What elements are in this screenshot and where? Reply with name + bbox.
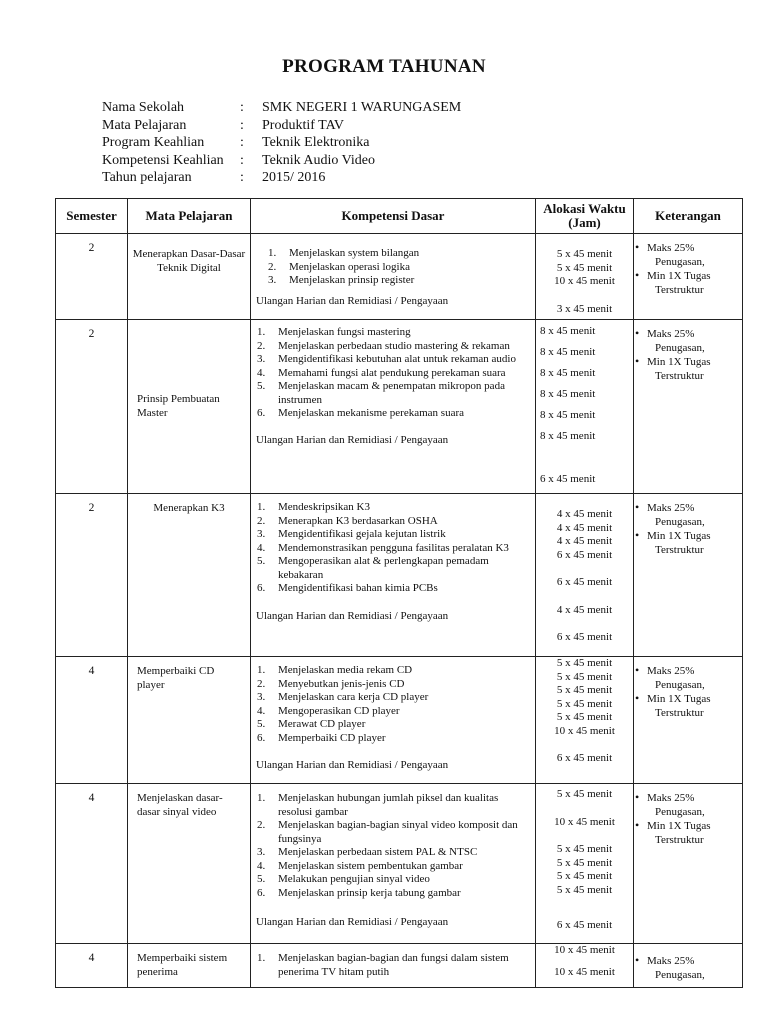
kd-cell xyxy=(251,234,536,320)
kd-text: Menjelaskan prinsip kerja tabung gambar xyxy=(278,886,461,899)
alokasi-value: 6 x 45 menit xyxy=(556,548,613,561)
info-value: Teknik Audio Video xyxy=(262,152,376,168)
list-item: 2. Menjelaskan perbedaan studio mastering & rekaman xyxy=(257,339,510,352)
list-item: 5. Mengoperasikan alat & perlengkapan pemadam kebakaran xyxy=(257,555,489,581)
semester-cell: 4 xyxy=(56,657,128,784)
alokasi-value: 10 x 45 menit xyxy=(554,275,615,287)
list-item: • Min 1X Tugas Terstruktur xyxy=(634,819,742,847)
alokasi-cell xyxy=(536,234,634,320)
alokasi-value: 5 x 45 menit xyxy=(556,684,613,696)
list-item: • Maks 25% Penugasan, xyxy=(634,327,742,355)
info-label: Tahun pelajaran xyxy=(102,170,192,185)
alokasi-cell xyxy=(536,657,634,784)
alokasi-value: 8 x 45 menit xyxy=(540,367,596,379)
alokasi-value: 5 x 45 menit xyxy=(556,883,613,896)
alokasi-value: 4 x 45 menit xyxy=(556,521,613,534)
keterangan-text: Min 1X Tugas xyxy=(647,530,711,542)
keterangan-text: Maks 25% xyxy=(647,328,695,340)
mapel-cell: Prinsip Pembuatan Master xyxy=(128,320,251,494)
list-item: 6. Mengidentifikasi bahan kimia PCBs xyxy=(257,582,438,594)
kd-text: Menjelaskan sistem pembentukan gambar xyxy=(278,859,463,872)
info-label: Program Keahlian xyxy=(102,135,205,150)
ulangan-label: Ulangan Harian dan Remidiasi / Pengayaan xyxy=(256,294,449,307)
ulangan-label: Ulangan Harian dan Remidiasi / Pengayaan xyxy=(256,759,449,771)
list-item: 4. Mendemonstrasikan pengguna fasilitas peralatan K3 xyxy=(257,541,509,554)
keterangan-text: Maks 25% xyxy=(647,792,695,804)
list-item: 5. Menjelaskan macam & penempatan mikropon pada instrumen xyxy=(257,380,505,406)
list-item: 3. Menjelaskan perbedaan sistem PAL & NTSC xyxy=(257,846,478,858)
table-row xyxy=(56,234,743,320)
keterangan-cell xyxy=(634,784,743,944)
table-row xyxy=(56,657,743,784)
semester-cell: 4 xyxy=(56,784,128,944)
kd-text: Mengoperasikan alat & perlengkapan pemadam kebakaran xyxy=(278,555,489,581)
alokasi-value: 5 x 45 menit xyxy=(556,261,613,274)
alokasi-value: 6 x 45 menit xyxy=(540,473,596,485)
info-label: Mata Pelajaran xyxy=(102,117,187,133)
info-colon: : xyxy=(240,117,244,133)
kd-cell xyxy=(251,657,536,784)
keterangan-text: Min 1X Tugas xyxy=(647,356,711,368)
alokasi-value: 6 x 45 menit xyxy=(556,576,613,588)
alokasi-value: 5 x 45 menit xyxy=(556,670,613,683)
keterangan-text: Maks 25% xyxy=(647,242,695,254)
keterangan-cell xyxy=(634,320,743,494)
keterangan-text: Terstruktur xyxy=(655,707,704,719)
kd-text: Menjelaskan macam & penempatan mikropon pada instrumen xyxy=(278,380,505,406)
alokasi-value: 4 x 45 menit xyxy=(556,603,613,616)
kd-text: Menjelaskan operasi logika xyxy=(289,260,410,273)
keterangan-text: Penugasan, xyxy=(655,256,705,268)
list-item: • Min 1X Tugas Terstruktur xyxy=(634,692,742,720)
table-row xyxy=(56,494,743,657)
list-item: 1. Mendeskripsikan K3 xyxy=(257,501,370,513)
info-colon: : xyxy=(240,152,244,168)
alokasi-value: 8 x 45 menit xyxy=(540,325,596,337)
kd-text: Menerapkan K3 berdasarkan OSHA xyxy=(278,514,438,527)
mapel-cell: Memperbaiki CD player xyxy=(128,657,251,784)
keterangan-text: Maks 25% xyxy=(647,502,695,514)
keterangan-text: Min 1X Tugas xyxy=(647,820,711,832)
ulangan-label: Ulangan Harian dan Remidiasi / Pengayaan xyxy=(256,433,449,446)
keterangan-text: Maks 25% xyxy=(647,665,695,677)
alokasi-value: 6 x 45 menit xyxy=(556,631,613,643)
alokasi-value: 5 x 45 menit xyxy=(556,248,613,260)
list-item: 1. Menjelaskan fungsi mastering xyxy=(257,326,411,338)
alokasi-value: 5 x 45 menit xyxy=(556,657,613,669)
alokasi-value: 8 x 45 menit xyxy=(540,388,596,400)
info-value: Teknik Elektronika xyxy=(262,135,370,150)
keterangan-cell xyxy=(634,944,743,988)
kd-text: Menjelaskan prinsip register xyxy=(289,274,415,286)
keterangan-text: Penugasan, xyxy=(655,516,705,528)
list-item: 4. Menjelaskan sistem pembentukan gambar xyxy=(257,859,463,872)
alokasi-value: 6 x 45 menit xyxy=(556,919,613,931)
kd-text: Menjelaskan bagian-bagian sinyal video komposit dan fungsinya xyxy=(278,819,518,845)
alokasi-value: 4 x 45 menit xyxy=(556,535,613,547)
kd-text: Menjelaskan media rekam CD xyxy=(278,664,413,676)
kd-text: Menjelaskan fungsi mastering xyxy=(278,326,411,338)
info-value: SMK NEGERI 1 WARUNGASEM xyxy=(262,100,462,115)
list-item: 1. Menjelaskan hubungan jumlah piksel dan kualitas resolusi gambar xyxy=(257,792,499,818)
kd-text: Mengidentifikasi bahan kimia PCBs xyxy=(278,582,438,594)
semester-cell: 2 xyxy=(56,320,128,494)
kd-cell xyxy=(251,944,536,988)
kd-text: Menyebutkan jenis-jenis CD xyxy=(278,677,405,690)
keterangan-text: Min 1X Tugas xyxy=(647,270,711,282)
info-colon: : xyxy=(240,170,244,185)
table-row xyxy=(56,944,743,988)
kd-text: Melakukan pengujian sinyal video xyxy=(278,873,430,885)
keterangan-text: Penugasan, xyxy=(655,342,705,354)
keterangan-text: Penugasan, xyxy=(655,806,705,818)
mapel-cell: Menerapkan Dasar-Dasar Teknik Digital xyxy=(128,234,251,320)
kd-text: Mengidentifikasi gejala kejutan listrik xyxy=(278,528,446,540)
list-item: 2. Menyebutkan jenis-jenis CD xyxy=(257,677,405,690)
mapel-cell: Menjelaskan dasar-dasar sinyal video xyxy=(128,784,251,944)
keterangan-text: Terstruktur xyxy=(655,544,704,556)
list-item: • Maks 25% Penugasan, xyxy=(634,664,742,692)
keterangan-cell xyxy=(634,234,743,320)
kd-text: Mengidentifikasi kebutuhan alat untuk rekaman audio xyxy=(278,353,516,365)
list-item: 1. Menjelaskan media rekam CD xyxy=(257,664,413,676)
alokasi-value: 8 x 45 menit xyxy=(540,346,596,358)
list-item: • Min 1X Tugas Terstruktur xyxy=(634,269,742,297)
list-item: 3. Mengidentifikasi kebutuhan alat untuk rekaman audio xyxy=(257,353,516,365)
kd-text: Mendeskripsikan K3 xyxy=(278,501,370,513)
keterangan-text: Penugasan, xyxy=(655,969,705,981)
keterangan-text: Min 1X Tugas xyxy=(647,693,711,705)
alokasi-cell xyxy=(536,494,634,657)
kd-text: Merawat CD player xyxy=(278,718,366,730)
header-alokasi-waktu: Alokasi Waktu (Jam) xyxy=(536,199,634,234)
list-item: • Maks 25% Penugasan, xyxy=(634,954,742,982)
list-item: 1. Menjelaskan system bilangan xyxy=(268,247,420,259)
kd-text: Menjelaskan cara kerja CD player xyxy=(278,691,429,703)
ulangan-label: Ulangan Harian dan Remidiasi / Pengayaan xyxy=(256,916,449,928)
kd-cell xyxy=(251,320,536,494)
list-item: 5. Merawat CD player xyxy=(257,718,366,730)
info-label: Kompetensi Keahlian xyxy=(102,152,224,168)
header-mata-pelajaran: Mata Pelajaran xyxy=(128,199,251,234)
table-row xyxy=(56,320,743,494)
ulangan-label: Ulangan Harian dan Remidiasi / Pengayaan xyxy=(256,609,449,622)
keterangan-text: Terstruktur xyxy=(655,370,704,382)
info-value: Produktif TAV xyxy=(262,117,344,133)
list-item: • Maks 25% Penugasan, xyxy=(634,791,742,819)
list-item: • Min 1X Tugas Terstruktur xyxy=(634,355,742,383)
alokasi-value: 4 x 45 menit xyxy=(556,508,613,520)
alokasi-value: 10 x 45 menit xyxy=(554,815,615,828)
alokasi-value: 5 x 45 menit xyxy=(556,788,613,800)
kd-text: Mendemonstrasikan pengguna fasilitas peralatan K3 xyxy=(278,541,509,554)
info-row-program xyxy=(102,134,562,152)
kd-cell xyxy=(251,494,536,657)
kd-text: Menjelaskan perbedaan studio mastering & rekaman xyxy=(278,339,510,352)
table-header-row xyxy=(56,199,743,234)
alokasi-value: 6 x 45 menit xyxy=(556,752,613,764)
semester-cell: 2 xyxy=(56,494,128,657)
kd-cell xyxy=(251,784,536,944)
table-row xyxy=(56,784,743,944)
kd-text: Menjelaskan system bilangan xyxy=(289,247,420,259)
info-row-school xyxy=(102,99,562,117)
alokasi-value: 8 x 45 menit xyxy=(540,430,596,442)
list-item: 3. Mengidentifikasi gejala kejutan listrik xyxy=(257,528,446,540)
alokasi-value: 3 x 45 menit xyxy=(556,302,613,315)
list-item: 2. Menerapkan K3 berdasarkan OSHA xyxy=(257,514,438,527)
list-item: 1. Menjelaskan bagian-bagian dan fungsi dalam sistem penerima TV hitam putih xyxy=(257,952,509,978)
kd-text: Menjelaskan hubungan jumlah piksel dan kualitas resolusi gambar xyxy=(278,792,499,818)
alokasi-value: 5 x 45 menit xyxy=(556,856,613,869)
alokasi-value: 8 x 45 menit xyxy=(540,409,596,421)
header-keterangan: Keterangan xyxy=(634,199,743,234)
header-semester: Semester xyxy=(56,199,128,234)
list-item: 3. Menjelaskan prinsip register xyxy=(268,274,415,286)
keterangan-cell xyxy=(634,657,743,784)
list-item: 6. Menjelaskan mekanisme perekaman suara xyxy=(257,407,465,419)
list-item: 3. Menjelaskan cara kerja CD player xyxy=(257,691,429,703)
list-item: 6. Menjelaskan prinsip kerja tabung gambar xyxy=(257,886,461,899)
alokasi-value: 5 x 45 menit xyxy=(556,870,613,882)
keterangan-cell xyxy=(634,494,743,657)
alokasi-value: 5 x 45 menit xyxy=(556,843,613,855)
kd-text: Memperbaiki CD player xyxy=(278,731,386,744)
list-item: 5. Melakukan pengujian sinyal video xyxy=(257,873,430,885)
list-item: • Maks 25% Penugasan, xyxy=(634,501,742,529)
alokasi-value: 5 x 45 menit xyxy=(556,697,613,710)
list-item: 2. Menjelaskan bagian-bagian sinyal video komposit dan fungsinya xyxy=(257,819,518,845)
info-label: Nama Sekolah xyxy=(102,100,185,115)
alokasi-cell xyxy=(536,784,634,944)
alokasi-cell xyxy=(536,320,634,494)
header-kompetensi-dasar: Kompetensi Dasar xyxy=(251,199,536,234)
info-row-subject xyxy=(102,117,562,135)
keterangan-text: Terstruktur xyxy=(655,834,704,846)
info-row-competency xyxy=(102,152,562,170)
info-value: 2015/ 2016 xyxy=(262,170,326,185)
list-item: • Maks 25% Penugasan, xyxy=(634,241,742,269)
program-table xyxy=(55,198,743,988)
alokasi-value: 10 x 45 menit xyxy=(554,944,615,956)
alokasi-value: 5 x 45 menit xyxy=(556,711,613,723)
keterangan-text: Maks 25% xyxy=(647,955,695,967)
mapel-cell: Menerapkan K3 xyxy=(128,494,251,657)
kd-text: Menjelaskan mekanisme perekaman suara xyxy=(278,407,465,419)
list-item: 2. Menjelaskan operasi logika xyxy=(268,260,410,273)
kd-text: Menjelaskan perbedaan sistem PAL & NTSC xyxy=(278,846,478,858)
alokasi-cell xyxy=(536,944,634,988)
keterangan-text: Terstruktur xyxy=(655,284,704,296)
list-item: • Min 1X Tugas Terstruktur xyxy=(634,529,742,557)
semester-cell: 4 xyxy=(56,944,128,988)
keterangan-text: Penugasan, xyxy=(655,679,705,691)
alokasi-value: 10 x 45 menit xyxy=(554,724,615,737)
kd-text: Mengoperasikan CD player xyxy=(278,704,400,717)
mapel-cell: Memperbaiki sistem penerima xyxy=(128,944,251,988)
list-item: 4. Memahami fungsi alat pendukung perekaman suara xyxy=(257,366,506,379)
info-row-year xyxy=(102,169,562,187)
school-info xyxy=(102,99,562,187)
info-colon: : xyxy=(240,100,244,115)
info-colon: : xyxy=(240,135,244,150)
kd-text: Menjelaskan bagian-bagian dan fungsi dalam sistem penerima TV hitam putih xyxy=(278,952,509,978)
alokasi-value: 10 x 45 menit xyxy=(554,965,615,978)
list-item: 6. Memperbaiki CD player xyxy=(257,731,386,744)
document-title: PROGRAM TAHUNAN xyxy=(282,56,486,77)
semester-cell: 2 xyxy=(56,234,128,320)
kd-text: Memahami fungsi alat pendukung perekaman suara xyxy=(278,366,506,379)
list-item: 4. Mengoperasikan CD player xyxy=(257,704,400,717)
